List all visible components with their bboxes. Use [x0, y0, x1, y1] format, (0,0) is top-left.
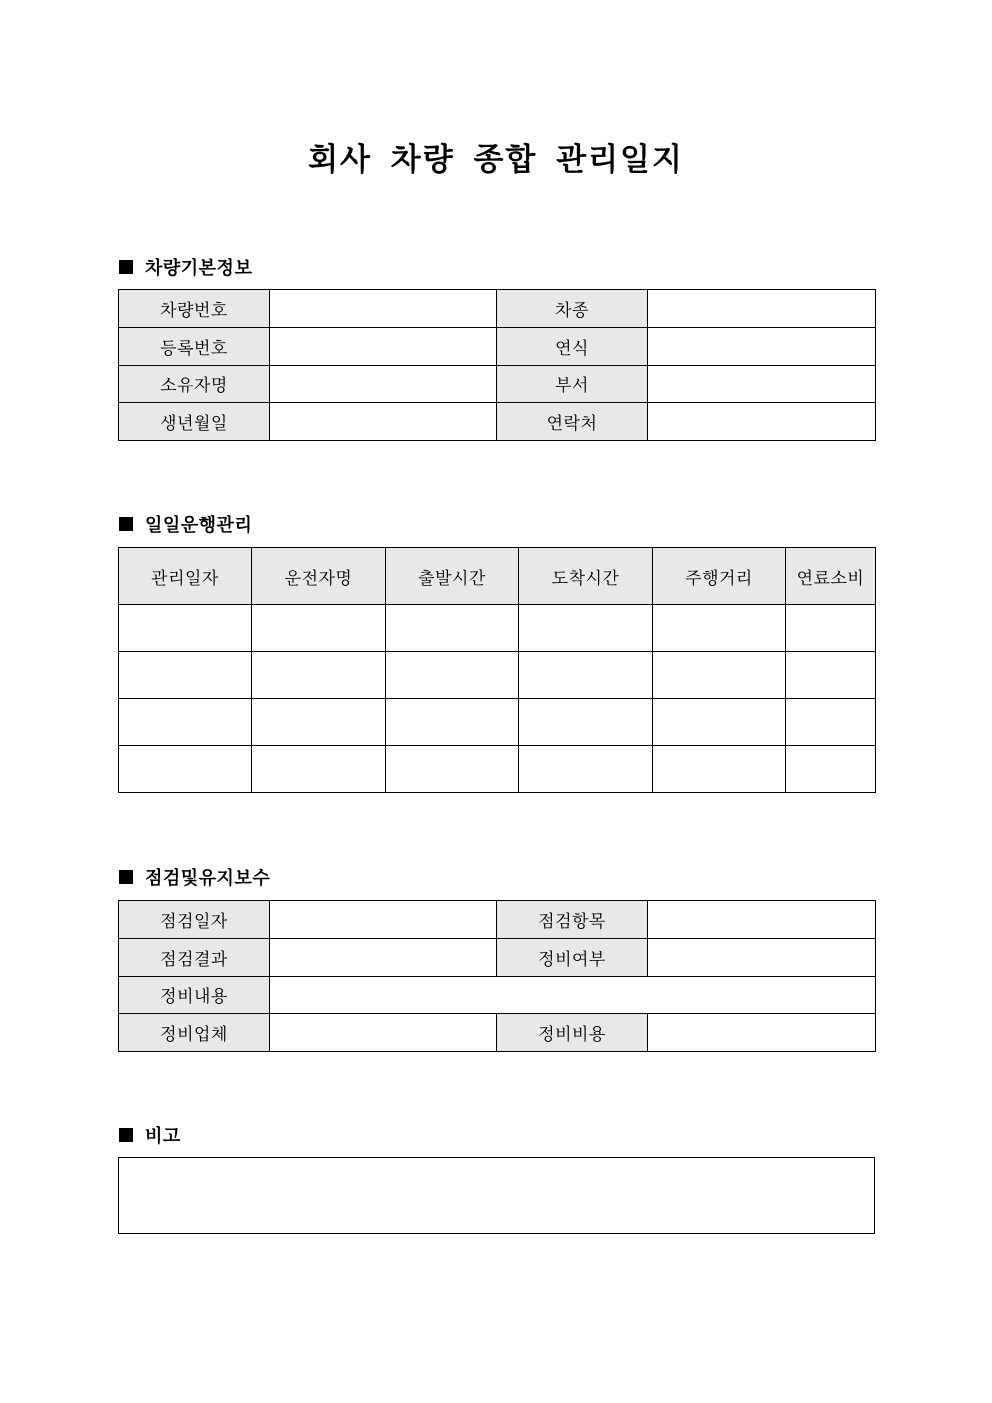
table-cell[interactable]	[519, 699, 653, 746]
table-cell[interactable]	[119, 652, 252, 699]
table-cell[interactable]	[786, 605, 876, 652]
table-cell[interactable]	[252, 652, 386, 699]
table-cell[interactable]	[119, 699, 252, 746]
repair-details-field[interactable]	[270, 976, 876, 1014]
table-row	[119, 605, 876, 652]
owner-name-field[interactable]	[270, 365, 497, 403]
model-year-field[interactable]	[648, 327, 876, 365]
table-row	[119, 365, 876, 403]
table-cell[interactable]	[252, 699, 386, 746]
field-label: 소유자명	[119, 365, 270, 403]
table-cell[interactable]	[519, 652, 653, 699]
daily-operation-table	[118, 547, 876, 793]
field-label: 정비업체	[119, 1014, 270, 1052]
section-heading-label: 일일운행관리	[145, 515, 253, 536]
vehicle-type-field[interactable]	[648, 290, 876, 328]
table-row	[119, 652, 876, 699]
table-cell[interactable]	[519, 746, 653, 793]
field-label: 연식	[497, 327, 648, 365]
table-row	[119, 327, 876, 365]
registration-number-field[interactable]	[270, 327, 497, 365]
table-row	[119, 901, 876, 939]
field-label: 생년월일	[119, 403, 270, 441]
field-label: 정비내용	[119, 976, 270, 1014]
table-cell[interactable]	[386, 699, 519, 746]
column-header: 출발시간	[386, 548, 519, 605]
section-heading-label: 점검및유지보수	[145, 868, 271, 889]
vehicle-number-field[interactable]	[270, 290, 497, 328]
page-title: 회사 차량 종합 관리일지	[308, 142, 684, 178]
table-cell[interactable]	[252, 746, 386, 793]
field-label: 점검항목	[497, 901, 648, 939]
repair-cost-field[interactable]	[648, 1014, 876, 1052]
basic-info-table	[118, 289, 876, 441]
repair-status-field[interactable]	[648, 938, 876, 976]
repair-vendor-field[interactable]	[270, 1014, 497, 1052]
field-label: 정비여부	[497, 938, 648, 976]
field-label: 차량번호	[119, 290, 270, 328]
section-heading-remarks	[119, 1122, 181, 1148]
field-label: 연락처	[497, 403, 648, 441]
table-row	[119, 746, 876, 793]
section-heading-maintenance	[119, 864, 270, 890]
field-label: 차종	[497, 290, 648, 328]
field-label: 점검일자	[119, 901, 270, 939]
table-row	[119, 290, 876, 328]
table-cell[interactable]	[252, 605, 386, 652]
section-heading-basic	[119, 254, 252, 280]
department-field[interactable]	[648, 365, 876, 403]
table-header-row	[119, 548, 876, 605]
inspection-date-field[interactable]	[270, 901, 497, 939]
table-cell[interactable]	[386, 746, 519, 793]
field-label: 등록번호	[119, 327, 270, 365]
table-row	[119, 403, 876, 441]
column-header: 관리일자	[119, 548, 252, 605]
table-cell[interactable]	[386, 605, 519, 652]
table-row	[119, 938, 876, 976]
contact-field[interactable]	[648, 403, 876, 441]
maintenance-table	[118, 900, 876, 1052]
table-cell[interactable]	[119, 605, 252, 652]
inspection-item-field[interactable]	[648, 901, 876, 939]
table-row	[119, 1014, 876, 1052]
column-header: 운전자명	[252, 548, 386, 605]
table-cell[interactable]	[386, 652, 519, 699]
field-label: 부서	[497, 365, 648, 403]
remarks-field[interactable]	[118, 1157, 875, 1234]
table-cell[interactable]	[653, 746, 786, 793]
birth-date-field[interactable]	[270, 403, 497, 441]
square-bullet-icon	[119, 1128, 133, 1142]
table-cell[interactable]	[786, 652, 876, 699]
square-bullet-icon	[119, 870, 133, 884]
table-cell[interactable]	[786, 699, 876, 746]
table-row	[119, 976, 876, 1014]
section-heading-daily	[119, 511, 252, 537]
section-heading-label: 비고	[145, 1126, 181, 1147]
section-heading-label: 차량기본정보	[145, 258, 253, 279]
square-bullet-icon	[119, 517, 133, 531]
table-cell[interactable]	[519, 605, 653, 652]
field-label: 정비비용	[497, 1014, 648, 1052]
column-header: 연료소비	[786, 548, 876, 605]
table-row	[119, 699, 876, 746]
table-cell[interactable]	[119, 746, 252, 793]
table-cell[interactable]	[653, 605, 786, 652]
column-header: 도착시간	[519, 548, 653, 605]
column-header: 주행거리	[653, 548, 786, 605]
table-cell[interactable]	[653, 652, 786, 699]
square-bullet-icon	[119, 260, 133, 274]
field-label: 점검결과	[119, 938, 270, 976]
inspection-result-field[interactable]	[270, 938, 497, 976]
table-cell[interactable]	[786, 746, 876, 793]
table-cell[interactable]	[653, 699, 786, 746]
